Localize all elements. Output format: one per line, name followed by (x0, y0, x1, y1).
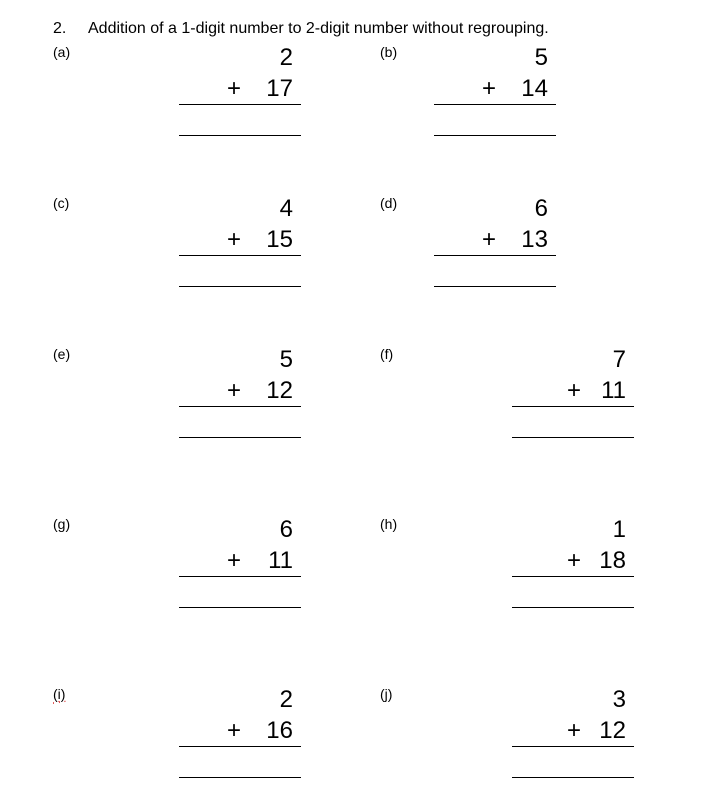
problem-e (179, 346, 301, 438)
sum-line (179, 746, 301, 747)
problem-label-j: (j) (380, 686, 393, 702)
bottom-number: 12 (266, 377, 293, 404)
top-number: 7 (612, 346, 626, 373)
top-number: 1 (612, 516, 626, 543)
sum-line (179, 406, 301, 407)
question-number: 2. (53, 20, 67, 37)
problem-b (434, 44, 556, 136)
bottom-number: 17 (266, 75, 293, 102)
problem-label-a: (a) (53, 44, 71, 60)
sum-line (179, 576, 301, 577)
answer-line[interactable] (179, 286, 301, 287)
top-number: 4 (279, 195, 293, 222)
top-number: 6 (279, 516, 293, 543)
plus-sign: + (227, 547, 242, 574)
top-number: 2 (279, 686, 293, 713)
top-number: 6 (534, 195, 548, 222)
sum-line (512, 406, 634, 407)
bottom-number: 11 (268, 547, 293, 574)
problem-label-b: (b) (380, 44, 398, 60)
problem-label-h: (h) (380, 516, 398, 532)
problem-label-g: (g) (53, 516, 71, 532)
answer-line[interactable] (512, 437, 634, 438)
plus-sign: + (227, 75, 242, 102)
bottom-number: 18 (599, 547, 626, 574)
bottom-number: 14 (521, 75, 548, 102)
problem-f (512, 346, 634, 438)
plus-sign: + (227, 226, 242, 253)
sum-line (512, 746, 634, 747)
problem-g (179, 516, 301, 608)
bottom-number: 15 (266, 226, 293, 253)
problem-label-f: (f) (380, 346, 394, 362)
sum-line (179, 255, 301, 256)
answer-line[interactable] (179, 777, 301, 778)
plus-sign: + (567, 377, 582, 404)
answer-line[interactable] (179, 437, 301, 438)
problem-a (179, 44, 301, 136)
bottom-number: 16 (266, 717, 293, 744)
plus-sign: + (567, 547, 582, 574)
sum-line (434, 104, 556, 105)
worksheet-header (53, 20, 549, 38)
question-title: Addition of a 1-digit number to 2-digit number without regrouping. (88, 20, 549, 37)
answer-line[interactable] (179, 135, 301, 136)
top-number: 2 (279, 44, 293, 71)
problem-label-e: (e) (53, 346, 71, 362)
answer-line[interactable] (512, 607, 634, 608)
problem-label-c: (c) (53, 195, 70, 211)
problem-c (179, 195, 301, 287)
top-number: 5 (279, 346, 293, 373)
bottom-number: 11 (601, 377, 626, 404)
bottom-number: 13 (521, 226, 548, 253)
sum-line (434, 255, 556, 256)
problem-i (179, 686, 301, 778)
sum-line (512, 576, 634, 577)
plus-sign: + (227, 717, 242, 744)
plus-sign: + (567, 717, 582, 744)
plus-sign: + (482, 75, 497, 102)
top-number: 3 (612, 686, 626, 713)
answer-line[interactable] (434, 286, 556, 287)
problem-label-i (53, 686, 65, 702)
answer-line[interactable] (179, 607, 301, 608)
answer-line[interactable] (434, 135, 556, 136)
spellcheck-label: (i) (53, 686, 66, 702)
bottom-number: 12 (599, 717, 626, 744)
sum-line (179, 104, 301, 105)
problem-h (512, 516, 634, 608)
problem-d (434, 195, 556, 287)
plus-sign: + (227, 377, 242, 404)
problem-label-d: (d) (380, 195, 398, 211)
problem-j (512, 686, 634, 778)
answer-line[interactable] (512, 777, 634, 778)
plus-sign: + (482, 226, 497, 253)
top-number: 5 (534, 44, 548, 71)
